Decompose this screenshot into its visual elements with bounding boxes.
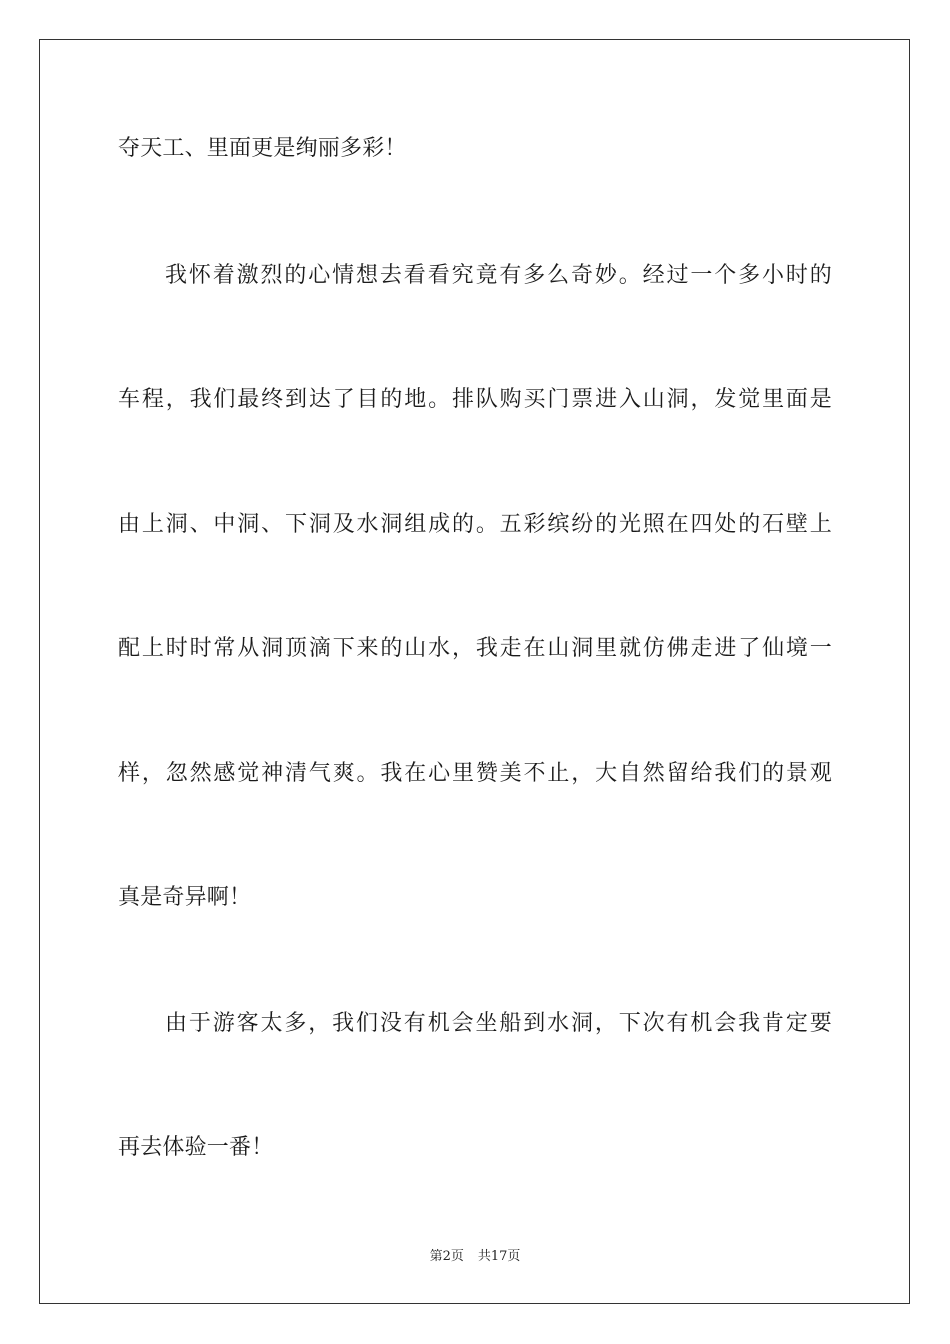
text-line-6: 样，忽然感觉神清气爽。我在心里赞美不止，大自然留给我们的景观	[118, 761, 832, 786]
page-number: 第2页	[429, 1249, 464, 1264]
page-total: 共17页	[477, 1249, 521, 1264]
text-line-9: 再去体验一番！	[118, 1135, 274, 1160]
text-line-1: 夺天工、里面更是绚丽多彩！	[118, 136, 407, 161]
text-line-7: 真是奇异啊！	[118, 885, 252, 910]
page-frame	[39, 39, 910, 1304]
text-line-4: 由上洞、中洞、下洞及水洞组成的。五彩缤纷的光照在四处的石壁上	[118, 512, 832, 537]
text-line-3: 车程，我们最终到达了目的地。排队购买门票进入山洞，发觉里面是	[118, 387, 832, 412]
page-footer	[0, 1248, 950, 1266]
text-line-8: 由于游客太多，我们没有机会坐船到水洞，下次有机会我肯定要	[165, 1011, 832, 1036]
text-line-5: 配上时时常从洞顶滴下来的山水，我走在山洞里就仿佛走进了仙境一	[118, 636, 832, 661]
text-line-2: 我怀着激烈的心情想去看看究竟有多么奇妙。经过一个多小时的	[165, 263, 832, 288]
